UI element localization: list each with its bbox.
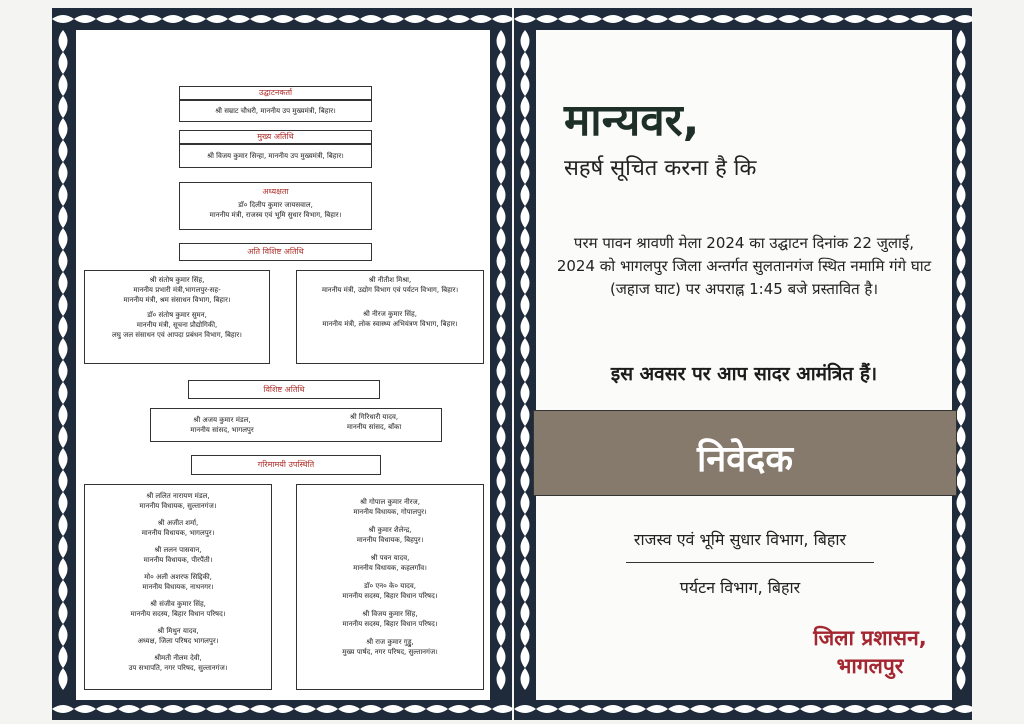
inaugurator-line: श्री सम्राट चौधरी, माननीय उप मुख्यमंत्री, बिहार। <box>215 107 336 115</box>
border-leaf <box>59 52 68 74</box>
border-leaf <box>497 184 506 206</box>
vvip-right-line-2: श्री नीरज कुमार सिंह, <box>363 310 417 318</box>
border-leaf <box>404 15 426 23</box>
president-header: अध्यक्षता <box>262 187 289 196</box>
dignitary-entry <box>85 491 271 511</box>
border-leaf <box>59 514 68 536</box>
border-leaf <box>910 15 932 23</box>
vvip-left-line-5: लघु जल संसाधन एवं आपदा प्रबंधन विभाग, बिहार। <box>112 331 242 339</box>
border-leaf <box>59 250 68 272</box>
border-leaf <box>59 30 68 52</box>
border-leaf <box>497 250 506 272</box>
border-leaf <box>316 15 338 23</box>
dignitary-title: माननीय विधायक, पीरपैंती। <box>143 556 213 564</box>
special-left <box>157 415 287 435</box>
border-leaf <box>521 30 530 52</box>
greeting-heading: मान्यवर, <box>564 95 700 146</box>
dignitaries-left-box <box>84 484 272 690</box>
border-leaf <box>162 705 184 713</box>
border-leaf <box>521 206 530 228</box>
border-leaf <box>59 118 68 140</box>
border-leaf <box>492 15 512 23</box>
vvip-left-line-3: डॉ० संतोष कुमार सुमन, <box>147 311 207 319</box>
dignitary-entry <box>297 609 483 629</box>
border-leaf <box>497 646 506 668</box>
border-leaf <box>118 15 140 23</box>
border-leaf <box>492 705 512 713</box>
border-leaf <box>140 15 162 23</box>
special-right <box>311 412 437 432</box>
border-leaf <box>497 30 506 52</box>
dignitary-name: डॉ० एन० के० यादव, <box>364 582 416 590</box>
dignitary-name: श्री पवन यादव, <box>370 554 410 562</box>
dignitary-name: श्री अजीत शर्मा, <box>157 519 199 527</box>
border-leaf <box>712 705 734 713</box>
border-leaf <box>521 118 530 140</box>
border-leaf <box>580 15 602 23</box>
border-leaf <box>957 602 966 624</box>
chief-guest-header: मुख्य अतिथि <box>179 130 372 144</box>
border-leaf <box>521 338 530 360</box>
border-leaf <box>957 184 966 206</box>
border-leaf <box>497 558 506 580</box>
border-leaf <box>844 705 866 713</box>
dignitary-name: श्री संजीव कुमार सिंह, <box>150 600 206 608</box>
border-leaf <box>521 470 530 492</box>
border-leaf <box>957 448 966 470</box>
border-leaf <box>957 294 966 316</box>
dignitary-entry <box>85 626 271 646</box>
border-leaf <box>521 294 530 316</box>
border-leaf <box>497 74 506 96</box>
dignitary-title: माननीय सदस्य, बिहार विधान परिषद। <box>342 620 438 628</box>
border-leaf <box>497 272 506 294</box>
dignitary-entry <box>297 525 483 545</box>
border-leaf <box>497 580 506 602</box>
dignitary-name: श्रीमती नीलम देवी, <box>154 654 202 662</box>
border-leaf <box>690 705 712 713</box>
border-leaf <box>272 705 294 713</box>
border-leaf <box>272 15 294 23</box>
special-left-line-1: माननीय सांसद, भागलपुर <box>190 426 254 434</box>
dignitary-title: माननीय सदस्य, बिहार विधान परिषद। <box>130 610 226 618</box>
dignitary-title: माननीय विधायक, कहलगाँव। <box>353 564 427 572</box>
border-leaf <box>521 162 530 184</box>
border-leaf <box>228 15 250 23</box>
border-leaf <box>756 705 778 713</box>
dignitary-entry <box>297 497 483 517</box>
border-leaf <box>497 96 506 118</box>
vvip-right-line-1: माननीय मंत्री, उद्योग विभाग एवं पर्यटन विभाग, बिहार। <box>321 286 459 294</box>
inaugurator-header: उद्घाटनकर्ता <box>179 86 372 100</box>
border-leaf <box>957 514 966 536</box>
border-leaf <box>957 272 966 294</box>
vvip-header: अति विशिष्ट अतिथि <box>179 243 372 261</box>
border-leaf <box>497 382 506 404</box>
border-leaf <box>96 705 118 713</box>
border-leaf <box>497 162 506 184</box>
border-leaf <box>910 705 932 713</box>
border-leaf <box>521 52 530 74</box>
dignitary-entry <box>85 599 271 619</box>
border-leaf <box>580 705 602 713</box>
border-leaf <box>521 492 530 514</box>
border-leaf <box>521 140 530 162</box>
border-leaf <box>668 15 690 23</box>
border-leaf <box>162 15 184 23</box>
border-leaf <box>521 404 530 426</box>
border-leaf <box>932 705 954 713</box>
border-leaf <box>59 96 68 118</box>
president-line1: डॉ० दिलीप कुमार जायसवाल, <box>238 201 313 209</box>
border-leaf <box>360 15 382 23</box>
border-leaf <box>338 705 360 713</box>
border-leaf <box>59 316 68 338</box>
vvip-left-box <box>84 270 270 364</box>
border-leaf <box>96 15 118 23</box>
dignitary-name: श्री विजय कुमार सिंह, <box>362 610 418 618</box>
border-leaf <box>497 492 506 514</box>
admin-line-2: भागलपुर <box>836 654 904 678</box>
border-leaf <box>558 15 580 23</box>
border-leaf <box>497 426 506 448</box>
border-leaf <box>470 15 492 23</box>
border-leaf <box>957 206 966 228</box>
border-leaf <box>59 602 68 624</box>
border-leaf <box>250 705 272 713</box>
border-leaf <box>957 624 966 646</box>
border-leaf <box>184 705 206 713</box>
border-leaf <box>602 705 624 713</box>
vvip-right-line-3: माननीय मंत्री, लोक स्वास्थ्य अभियंत्रण विभाग, बिहार। <box>322 320 458 328</box>
border-leaf <box>59 184 68 206</box>
dignitaries-header: गरिमामयी उपस्थिति <box>191 455 381 475</box>
dignitary-title: अध्यक्ष, जिला परिषद भागलपुर। <box>137 637 219 645</box>
border-leaf <box>932 15 954 23</box>
border-leaf <box>521 184 530 206</box>
border-leaf <box>228 705 250 713</box>
dignitary-title: माननीय विधायक, बिहपुर। <box>356 536 424 544</box>
border-leaf <box>957 668 966 690</box>
dignitary-entry <box>85 545 271 565</box>
vvip-left-line-0: श्री संतोष कुमार सिंह, <box>149 276 205 284</box>
border-leaf <box>497 338 506 360</box>
border-leaf <box>497 52 506 74</box>
vvip-right-line-0: श्री नीतीश मिश्रा, <box>368 276 412 284</box>
border-leaf <box>521 646 530 668</box>
admin-line-1: जिला प्रशासन, <box>813 626 927 650</box>
border-leaf <box>521 96 530 118</box>
border-leaf <box>59 228 68 250</box>
border-leaf <box>316 705 338 713</box>
border-leaf <box>800 705 822 713</box>
border-leaf <box>59 272 68 294</box>
border-leaf <box>360 705 382 713</box>
border-leaf <box>734 705 756 713</box>
border-leaf <box>957 228 966 250</box>
border-leaf <box>74 705 96 713</box>
border-leaf <box>497 448 506 470</box>
border-leaf <box>957 382 966 404</box>
border-leaf <box>954 705 972 713</box>
border-leaf <box>521 536 530 558</box>
border-leaf <box>521 74 530 96</box>
border-leaf <box>957 646 966 668</box>
special-right-line-1: माननीय सांसद, बाँका <box>346 423 402 431</box>
dignitary-entry <box>85 518 271 538</box>
border-leaf <box>497 514 506 536</box>
border-leaf <box>59 470 68 492</box>
border-leaf <box>521 558 530 580</box>
border-leaf <box>52 15 74 23</box>
border-leaf <box>521 448 530 470</box>
tourism-department: पर्यटन विभाग, बिहार <box>679 578 801 597</box>
dignitary-name: श्री ललन पासवान, <box>154 546 202 554</box>
border-leaf <box>59 448 68 470</box>
border-leaf <box>521 602 530 624</box>
border-leaf <box>558 705 580 713</box>
dignitary-entry <box>85 572 271 592</box>
chief-guest-line: श्री विजय कुमार सिन्हा, माननीय उप मुख्यमंत्री, बिहार। <box>207 152 344 160</box>
border-leaf <box>521 228 530 250</box>
border-leaf <box>294 15 316 23</box>
vvip-right-box <box>296 270 484 364</box>
border-leaf <box>957 426 966 448</box>
border-leaf <box>957 96 966 118</box>
border-leaf <box>59 668 68 690</box>
border-leaf <box>521 580 530 602</box>
border-leaf <box>957 250 966 272</box>
border-leaf <box>521 250 530 272</box>
border-leaf <box>426 705 448 713</box>
border-leaf <box>624 705 646 713</box>
border-leaf <box>957 118 966 140</box>
special-guest-box <box>150 408 442 442</box>
dignitary-title: माननीय विधायक, गोपालपुर। <box>353 508 427 516</box>
border-leaf <box>497 360 506 382</box>
border-leaf <box>521 360 530 382</box>
border-leaf <box>734 15 756 23</box>
dignitary-title: मुख्य पार्षद, नगर परिषद, सुल्तानगंज। <box>342 648 438 656</box>
dignitary-title: माननीय विधायक, भागलपुर। <box>141 529 215 537</box>
border-leaf <box>497 668 506 690</box>
border-leaf <box>497 206 506 228</box>
border-leaf <box>497 228 506 250</box>
president-box <box>179 182 372 230</box>
border-leaf <box>646 705 668 713</box>
border-leaf <box>521 316 530 338</box>
vvip-left-line-2: माननीय मंत्री, श्रम संसाधन विभाग, बिहार। <box>123 296 231 304</box>
border-leaf <box>59 624 68 646</box>
border-leaf <box>448 705 470 713</box>
dignitary-title: माननीय विधायक, नाथनगर। <box>142 583 214 591</box>
border-leaf <box>844 15 866 23</box>
border-leaf <box>957 162 966 184</box>
border-leaf <box>954 15 972 23</box>
nivedak-title: निवेदक <box>696 439 794 480</box>
border-leaf <box>822 15 844 23</box>
dignitary-entry <box>297 581 483 601</box>
border-leaf <box>497 624 506 646</box>
border-leaf <box>668 705 690 713</box>
border-leaf <box>52 705 74 713</box>
vvip-left-line-4: माननीय मंत्री, सूचना प्रौद्योगिकी, <box>136 321 218 329</box>
border-leaf <box>957 558 966 580</box>
border-leaf <box>59 404 68 426</box>
event-paragraph: परम पावन श्रावणी मेला 2024 का उद्घाटन दिनांक 22 जुलाई, 2024 को भागलपुर जिला अन्तर्गत सुलतानगंज स्थित नमामि गंगे घाट (जहाज घाट) पर अपराह्न 1:45 बजे प्रस्तावित है। <box>556 234 932 298</box>
border-leaf <box>59 206 68 228</box>
border-leaf <box>59 162 68 184</box>
border-leaf <box>957 140 966 162</box>
border-leaf <box>59 382 68 404</box>
border-leaf <box>602 15 624 23</box>
border-leaf <box>497 140 506 162</box>
president-line2: माननीय मंत्री, राजस्व एवं भूमि सुधार विभाग, बिहार। <box>209 211 342 219</box>
border-leaf <box>59 338 68 360</box>
border-leaf <box>497 118 506 140</box>
border-leaf <box>778 705 800 713</box>
border-leaf <box>448 15 470 23</box>
dignitary-title: उप सभापति, नगर परिषद, सुल्तानगंज। <box>128 664 228 672</box>
border-leaf <box>206 705 228 713</box>
border-leaf <box>140 705 162 713</box>
border-leaf <box>888 705 910 713</box>
dignitary-entry <box>297 637 483 657</box>
border-leaf <box>184 15 206 23</box>
border-leaf <box>404 705 426 713</box>
border-leaf <box>497 316 506 338</box>
border-leaf <box>866 705 888 713</box>
dignitary-name: मो० अली अशरफ सिद्दिकी, <box>144 573 212 581</box>
dignitary-name: श्री मिथुन यादव, <box>157 627 199 635</box>
border-leaf <box>470 705 492 713</box>
border-leaf <box>521 514 530 536</box>
border-leaf <box>957 404 966 426</box>
border-leaf <box>624 15 646 23</box>
border-leaf <box>957 74 966 96</box>
border-leaf <box>59 294 68 316</box>
border-leaf <box>514 705 536 713</box>
border-leaf <box>957 338 966 360</box>
border-leaf <box>74 15 96 23</box>
border-leaf <box>118 705 140 713</box>
border-leaf <box>59 492 68 514</box>
special-right-line-0: श्री गिरिधारी यादव, <box>349 413 399 421</box>
border-leaf <box>521 382 530 404</box>
border-leaf <box>250 15 272 23</box>
border-leaf <box>957 30 966 52</box>
border-leaf <box>338 15 360 23</box>
border-leaf <box>536 15 558 23</box>
border-leaf <box>59 360 68 382</box>
border-leaf <box>426 15 448 23</box>
border-leaf <box>888 15 910 23</box>
border-leaf <box>497 602 506 624</box>
border-leaf <box>59 140 68 162</box>
revenue-department: राजस्व एवं भूमि सुधार विभाग, बिहार <box>633 530 847 549</box>
border-leaf <box>646 15 668 23</box>
border-leaf <box>59 558 68 580</box>
border-leaf <box>536 705 558 713</box>
border-leaf <box>521 426 530 448</box>
border-leaf <box>59 536 68 558</box>
dignitary-entry <box>297 553 483 573</box>
dignitary-entry <box>85 653 271 673</box>
dignitary-name: श्री ललित नारायण मंडल, <box>146 492 210 500</box>
dignitary-title: माननीय सदस्य, बिहार विधान परिषद। <box>342 592 438 600</box>
border-leaf <box>957 316 966 338</box>
border-leaf <box>497 294 506 316</box>
border-leaf <box>756 15 778 23</box>
vvip-left-line-1: माननीय प्रभारी मंत्री,भागलपुर-सह- <box>133 286 221 294</box>
border-leaf <box>521 668 530 690</box>
border-leaf <box>957 470 966 492</box>
chief-guest-box <box>179 144 372 168</box>
greeting-subtitle: सहर्ष सूचित करना है कि <box>564 156 757 181</box>
border-leaf <box>521 272 530 294</box>
border-leaf <box>957 536 966 558</box>
border-leaf <box>497 404 506 426</box>
border-leaf <box>514 15 536 23</box>
dignitary-title: माननीय विधायक, सुल्तानगंज। <box>139 502 217 510</box>
district-administration <box>790 624 950 680</box>
border-leaf <box>294 705 316 713</box>
border-leaf <box>800 15 822 23</box>
border-leaf <box>59 580 68 602</box>
border-leaf <box>778 15 800 23</box>
border-leaf <box>59 74 68 96</box>
border-leaf <box>382 15 404 23</box>
nivedak-band <box>533 410 957 496</box>
border-leaf <box>497 470 506 492</box>
border-leaf <box>957 52 966 74</box>
special-guest-header: विशिष्ट अतिथि <box>188 380 380 399</box>
dignitary-name: श्री राज कुमार गुड्डु, <box>366 638 414 646</box>
special-left-line-0: श्री अजय कुमार मंडल, <box>193 416 251 424</box>
border-leaf <box>521 624 530 646</box>
border-leaf <box>822 705 844 713</box>
border-leaf <box>206 15 228 23</box>
invitation-line: इस अवसर पर आप सादर आमंत्रित हैं। <box>610 363 878 385</box>
border-leaf <box>382 705 404 713</box>
border-leaf <box>497 536 506 558</box>
border-leaf <box>59 646 68 668</box>
dignitary-name: श्री कुमार शैलेन्द्र, <box>368 526 412 534</box>
border-leaf <box>866 15 888 23</box>
dignitary-name: श्री गोपाल कुमार नीरज, <box>360 498 420 506</box>
department-divider <box>626 562 874 563</box>
border-leaf <box>957 492 966 514</box>
border-leaf <box>957 360 966 382</box>
border-leaf <box>712 15 734 23</box>
dignitaries-right-box <box>296 484 484 690</box>
border-leaf <box>59 426 68 448</box>
border-leaf <box>957 580 966 602</box>
border-leaf <box>690 15 712 23</box>
inaugurator-box <box>179 100 372 122</box>
